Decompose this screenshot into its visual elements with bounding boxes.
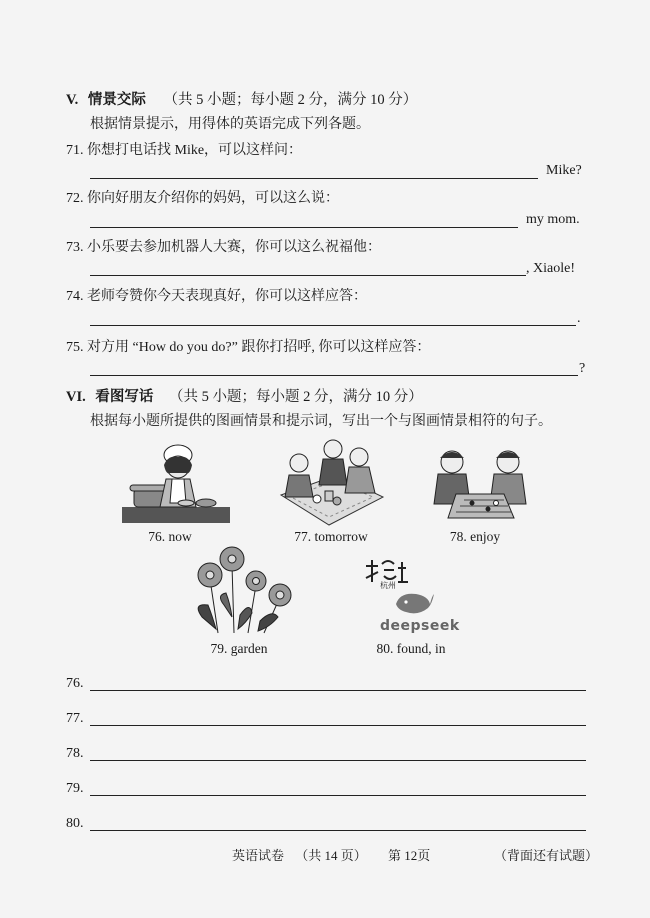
picnic-family-icon [277, 435, 385, 527]
hangzhou-logo-text: 杭州 [380, 581, 396, 590]
section-6-number: VI. [66, 389, 86, 405]
answer-line-76[interactable] [90, 690, 586, 691]
answer-line-78[interactable] [90, 760, 586, 761]
question-74 [66, 285, 367, 305]
footer-total-pages: （共 14 页） [295, 848, 367, 863]
picture-caption-80: 80. found, in [376, 641, 446, 656]
hangzhou-logo-icon [362, 556, 462, 592]
question-text: 你想打电话找 Mike，可以这样问： [87, 143, 303, 158]
picture-caption-79: 79. garden [210, 641, 268, 656]
question-number: 71. [66, 143, 84, 158]
answer-line-73[interactable] [90, 275, 526, 276]
question-number: 73. [66, 240, 84, 255]
answer-number-78: 78. [66, 746, 84, 761]
answer-line-74[interactable] [90, 325, 576, 326]
deepseek-logo-text: deepseek [380, 618, 460, 634]
answer-line-75[interactable] [90, 375, 578, 376]
picture-caption-78: 78. enjoy [449, 529, 501, 544]
answer-number-80: 80. [66, 816, 84, 831]
section-6-title [66, 385, 423, 406]
question-text: 你向好朋友介绍你的妈妈，可以这么说： [87, 191, 339, 206]
question-number: 75. [66, 340, 84, 355]
answer-number-79: 79. [66, 781, 84, 796]
answer-line-80[interactable] [90, 830, 586, 831]
section-5-instruction: 根据情景提示，用得体的英语完成下列各题。 [90, 117, 370, 132]
answer-line-71[interactable] [90, 178, 538, 179]
section-6-heading: 看图写话 [95, 389, 154, 405]
question-73 [66, 236, 381, 256]
picture-caption-76: 76. now [148, 529, 192, 544]
answer-line-77[interactable] [90, 725, 586, 726]
answer-tail-74: . [577, 311, 581, 326]
answer-number-77: 77. [66, 711, 84, 726]
question-text: 对方用 “How do you do?” 跟你打招呼, 你可以这样应答： [87, 340, 431, 355]
answer-number-76: 76. [66, 676, 84, 691]
hangzhou-deepseek-logo [362, 556, 462, 638]
page-footer [232, 845, 430, 864]
cooking-mother-icon [120, 437, 232, 525]
section-6-instruction: 根据每小题所提供的图画情景和提示词，写出一个与图画情景相符的句子。 [90, 414, 552, 429]
chess-boys-icon [432, 448, 528, 524]
footer-note: （背面还有试题） [494, 848, 599, 863]
answer-tail-71: Mike? [546, 163, 582, 178]
question-72 [66, 187, 339, 207]
question-71 [66, 139, 302, 159]
question-number: 72. [66, 191, 84, 206]
section-6-note: （共 5 小题；每小题 2 分，满分 10 分） [169, 389, 423, 405]
section-5-title [66, 88, 417, 109]
answer-line-79[interactable] [90, 795, 586, 796]
question-number: 74. [66, 289, 84, 304]
question-text: 小乐要去参加机器人大赛，你可以这么祝福他： [87, 240, 381, 255]
picture-caption-77: 77. tomorrow [294, 529, 368, 544]
flowers-icon [188, 545, 298, 637]
answer-tail-72: my mom. [526, 212, 580, 227]
section-5-number: V. [66, 92, 79, 108]
question-text: 老师夸赞你今天表现真好，你可以这样应答： [87, 289, 367, 304]
question-75 [66, 336, 430, 356]
answer-line-72[interactable] [90, 227, 518, 228]
footer-page-number: 第 12页 [388, 848, 431, 863]
whale-icon [394, 590, 434, 616]
section-5-note: （共 5 小题；每小题 2 分，满分 10 分） [163, 92, 418, 108]
footer-subject: 英语试卷 [232, 848, 285, 863]
section-5-heading: 情景交际 [87, 92, 146, 108]
answer-tail-75: ? [579, 361, 586, 376]
answer-tail-73: , Xiaole! [526, 261, 575, 276]
